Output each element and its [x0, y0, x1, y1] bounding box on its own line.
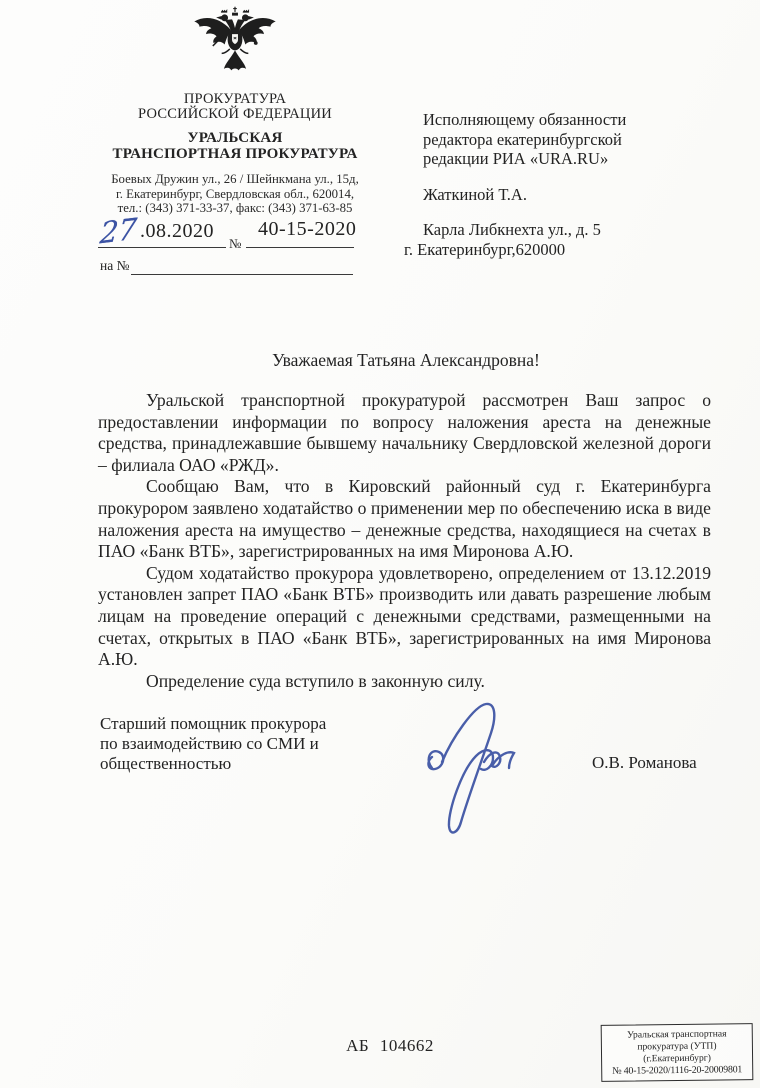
body-paragraph-3: Судом ходатайство прокурора удовлетворено, определением от 13.12.2019 установлен запрет ПАО «Банк ВТБ» производить или давать разрешение любым лицам на проведение операций с денежными средствами, размещенными на счетах, открытых в ПАО «Банк ВТБ», зарегистрированных на имя Миронова А.Ю. [98, 562, 711, 670]
stamp-line3: (г.Екатеринбург) [643, 1052, 711, 1065]
org-address-line3: тел.: (343) 371-33-37, факс: (343) 371-63-85 [117, 201, 353, 215]
handwritten-signature-scribble [408, 698, 558, 848]
printed-date: .08.2020 [140, 220, 214, 242]
org-name-line2: ТРАНСПОРТНАЯ ПРОКУРАТУРА [112, 145, 358, 162]
signer-title [100, 714, 400, 774]
signer-name: О.В. Романова [592, 753, 697, 772]
org-address-line1: Боевых Дружин ул., 26 / Шейнкмана ул., 15д, [111, 172, 359, 186]
body-paragraph-1: Уральской транспортной прокуратурой рассмотрен Ваш запрос о предоставлении информации по вопросу наложения ареста на денежные средства, принадлежавшие бывшему начальнику Свердловской железной дороги – филиала ОАО «РЖД». [98, 390, 711, 475]
body-paragraph-2: Сообщаю Вам, что в Кировский районный суд г. Екатеринбурга прокурором заявлено ходатайство о применении мер по обеспечению иска в виде наложения ареста на имущество – денежные средства, находящиеся на счетах в ПАО «Банк ВТБ», зарегистрированных на имя Миронова А.Ю. [98, 476, 711, 562]
recipient-name: Жаткиной Т.А. [423, 184, 527, 204]
signer-title-line1: Старший помощник прокурора [100, 714, 327, 733]
org-name-line1: УРАЛЬСКАЯ [187, 130, 283, 146]
recipient-position-line3: редакции РИА «URA.RU» [423, 149, 609, 168]
recipient-address-line1: Карла Либкнехта ул., д. 5 [423, 220, 601, 239]
recipient-address-line2: г. Екатеринбург,620000 [404, 239, 566, 259]
org-country-line2: РОССИЙСКОЙ ФЕДЕРАЦИИ [138, 106, 332, 122]
recipient-position-line2: редактора екатеринбургской [423, 129, 622, 149]
org-address-line2: г. Екатеринбург, Свердловская обл., 620014, [115, 186, 355, 201]
signer-title-line2: по взаимодействию со СМИ и [100, 734, 319, 753]
coat-of-arms-russia-icon [187, 6, 283, 80]
recipient-block [404, 110, 733, 259]
signer-title-line3: общественностью [100, 754, 232, 773]
handwritten-day: 27 [98, 211, 139, 251]
reference-underline [131, 274, 353, 275]
stamp-line1: Уральская транспортная [626, 1028, 727, 1041]
outgoing-number: 40-15-2020 [258, 218, 357, 240]
number-sign: № [229, 236, 242, 251]
stamp-line2: прокуратура (УТП) [637, 1040, 717, 1053]
registration-stamp [601, 1023, 754, 1082]
stamp-registration-number: № 40-15-2020/1116-20-20009801 [612, 1064, 743, 1078]
org-country-line1: ПРОКУРАТУРА [183, 91, 287, 107]
letter-body [98, 390, 711, 692]
letterhead [95, 6, 375, 216]
recipient-position-line1: Исполняющему обязанности [423, 110, 627, 129]
reference-label: на № [100, 258, 130, 273]
date-underline [98, 247, 226, 248]
number-underline [246, 247, 354, 248]
salutation: Уважаемая Татьяна Александровна! [272, 350, 540, 370]
blank-series-number: АБ 104662 [346, 1036, 434, 1055]
body-paragraph-4: Определение суда вступило в законную силу. [146, 670, 485, 691]
